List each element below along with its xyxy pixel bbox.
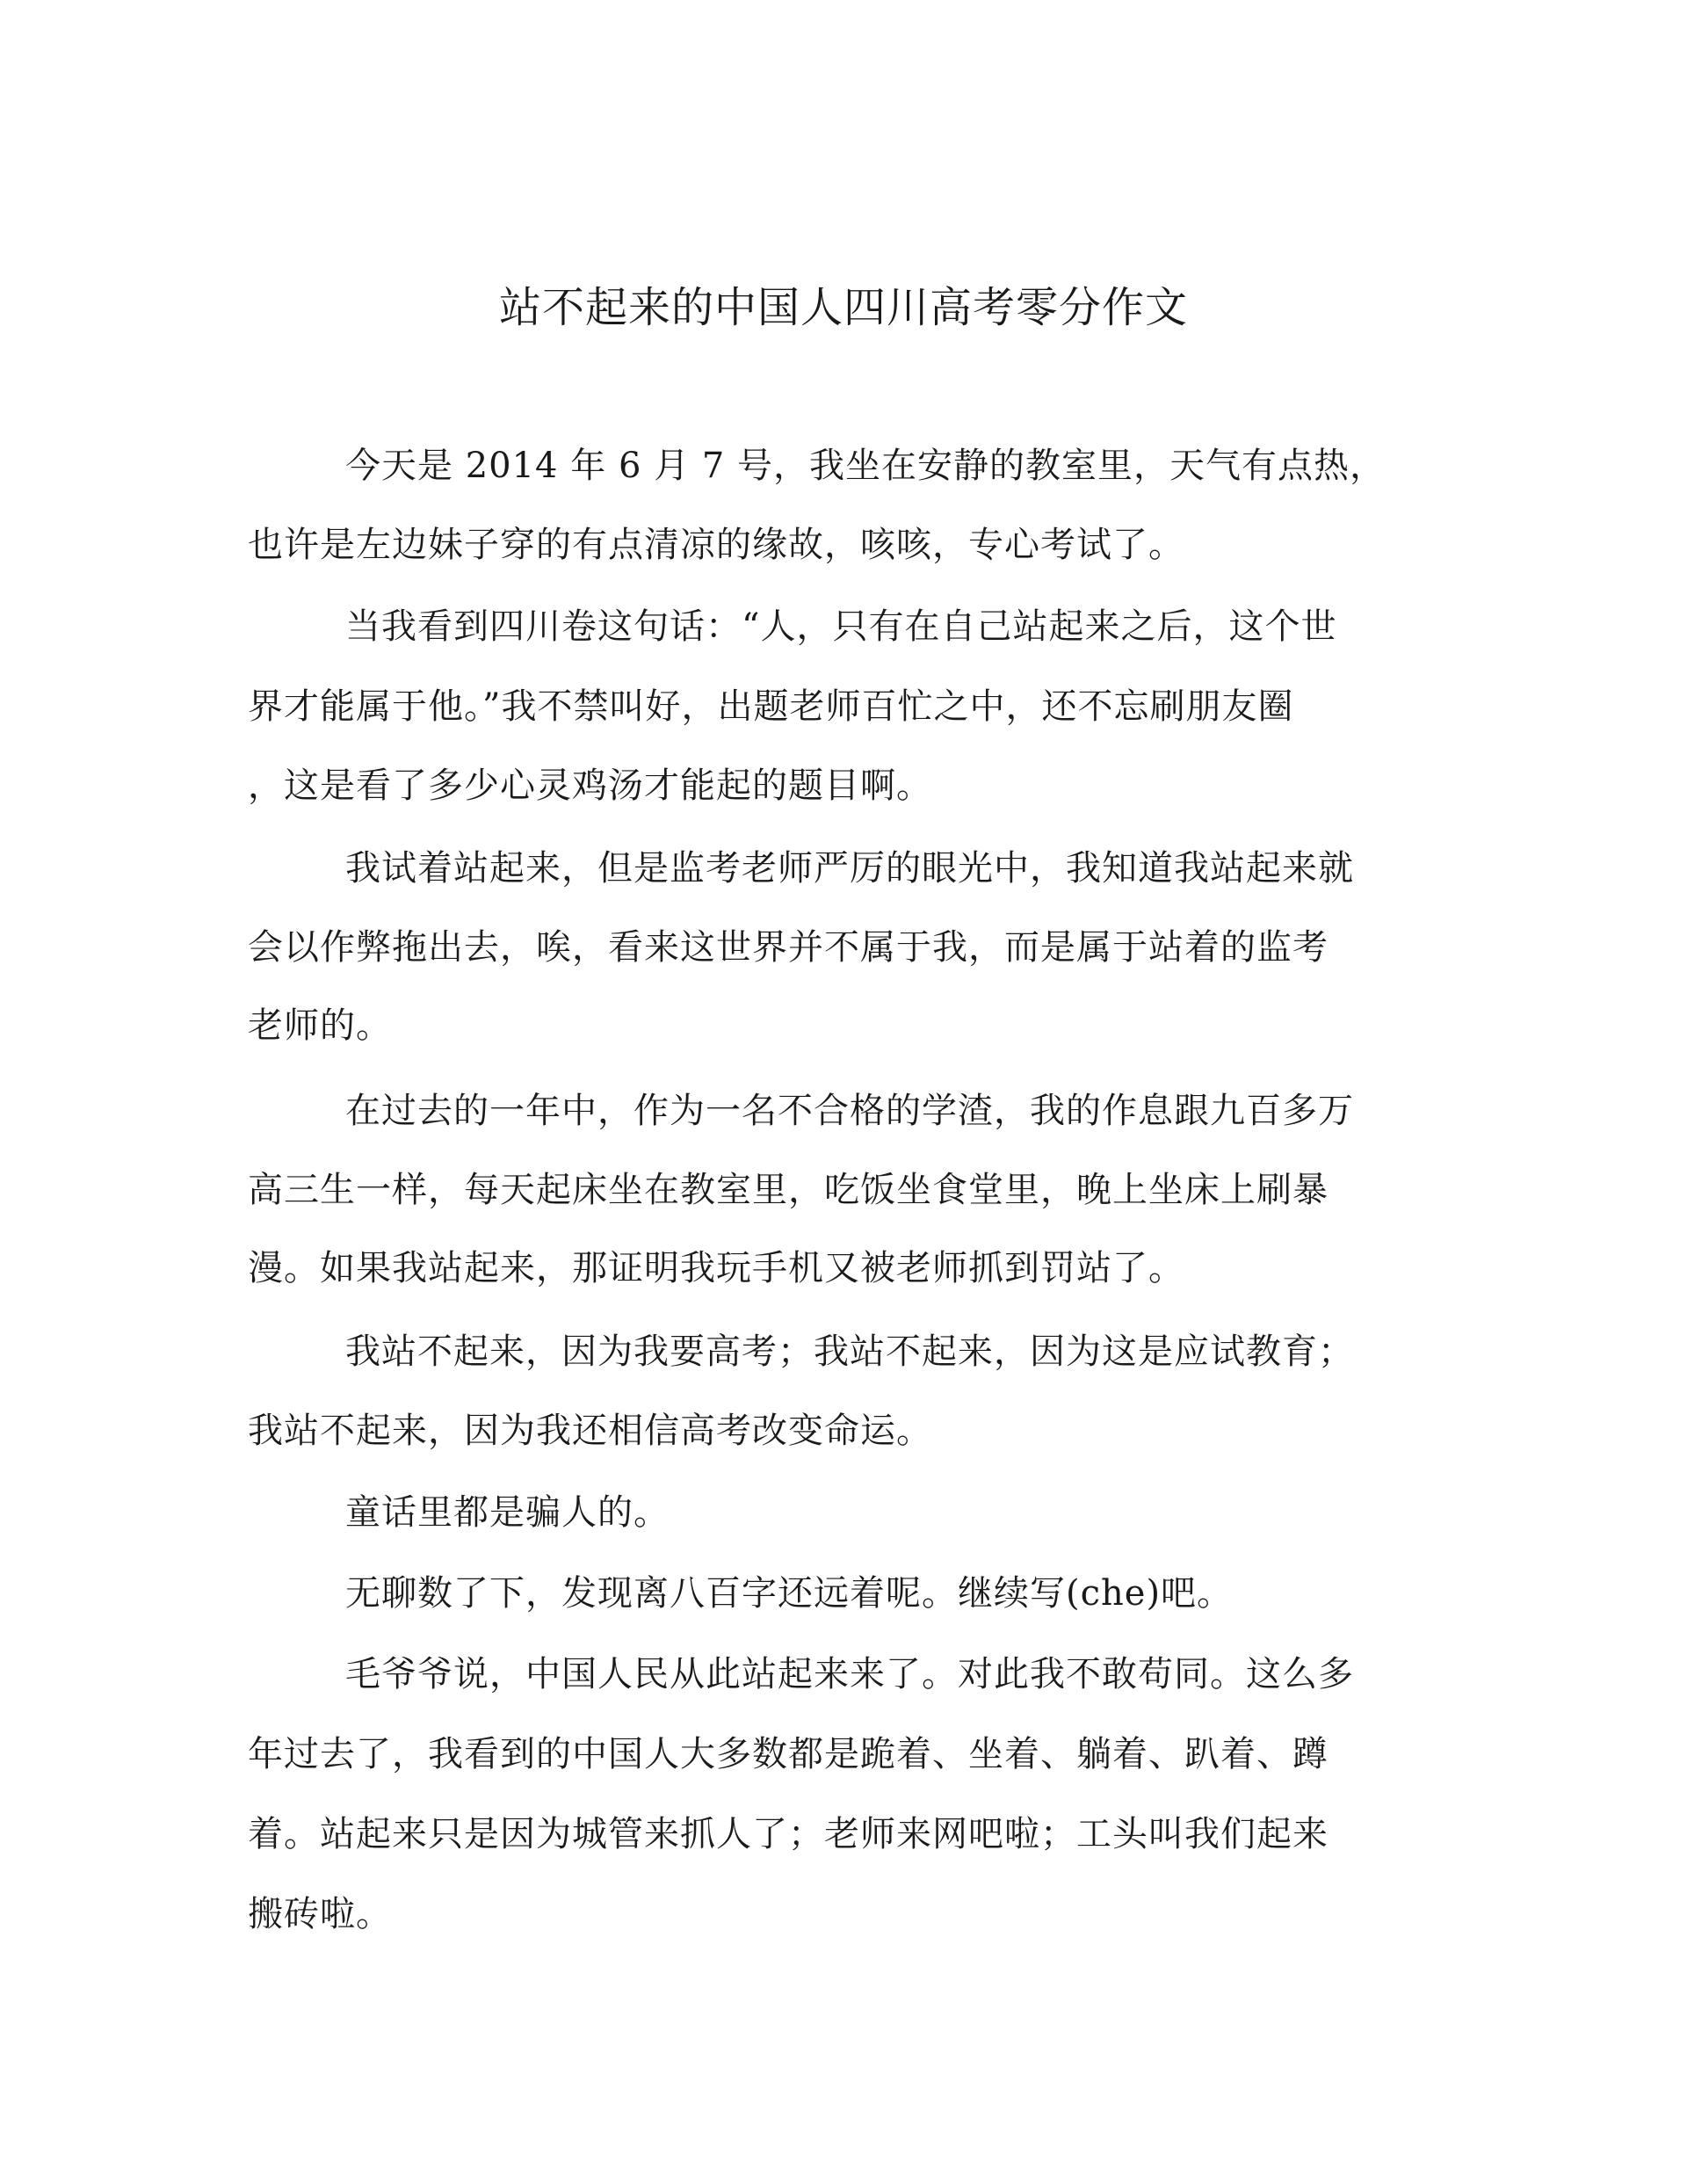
paragraph-line: 老师的。 [248, 1005, 392, 1046]
paragraph-line: 年过去了，我看到的中国人大多数都是跪着、坐着、躺着、趴着、蹲 [248, 1734, 1329, 1774]
paragraph-line: 也许是左边妹子穿的有点清凉的缘故，咳咳，专心考试了。 [248, 525, 1184, 565]
document-title: 站不起来的中国人四川高考零分作文 [498, 283, 1188, 332]
paragraph-line: 我站不起来，因为我还相信高考改变命运。 [248, 1411, 932, 1451]
paragraph-line: 无聊数了下，发现离八百字还远着呢。继续写(che)吧。 [345, 1573, 1234, 1614]
paragraph-line: 漫。如果我站起来，那证明我玩手机又被老师抓到罚站了。 [248, 1248, 1184, 1288]
paragraph-line: 今天是 2014 年 6 月 7 号，我坐在安静的教室里，天气有点热， [345, 446, 1386, 486]
paragraph-line: 高三生一样，每天起床坐在教室里，吃饭坐食堂里，晚上坐床上刷暴 [248, 1170, 1329, 1210]
paragraph-line: 界才能属于他。”我不禁叫好，出题老师百忙之中，还不忘刷朋友圈 [248, 686, 1294, 727]
paragraph-line: 在过去的一年中，作为一名不合格的学渣，我的作息跟九百多万 [345, 1091, 1354, 1131]
paragraph-line: ，这是看了多少心灵鸡汤才能起的题目啊。 [248, 765, 932, 806]
paragraph-line: 着。站起来只是因为城管来抓人了；老师来网吧啦；工头叫我们起来 [248, 1814, 1329, 1854]
paragraph-line: 我站不起来，因为我要高考；我站不起来，因为这是应试教育； [345, 1331, 1354, 1372]
paragraph-line: 搬砖啦。 [248, 1894, 392, 1934]
paragraph-line: 当我看到四川卷这句话：“人，只有在自己站起来之后，这个世 [345, 606, 1337, 647]
paragraph-line: 会以作弊拖出去，唉，看来这世界并不属于我，而是属于站着的监考 [248, 927, 1329, 968]
paragraph-line: 毛爷爷说，中国人民从此站起来来了。对此我不敢苟同。这么多 [345, 1654, 1354, 1694]
paragraph-line: 童话里都是骗人的。 [345, 1492, 670, 1533]
paragraph-line: 我试着站起来，但是监考老师严厉的眼光中，我知道我站起来就 [345, 848, 1354, 889]
